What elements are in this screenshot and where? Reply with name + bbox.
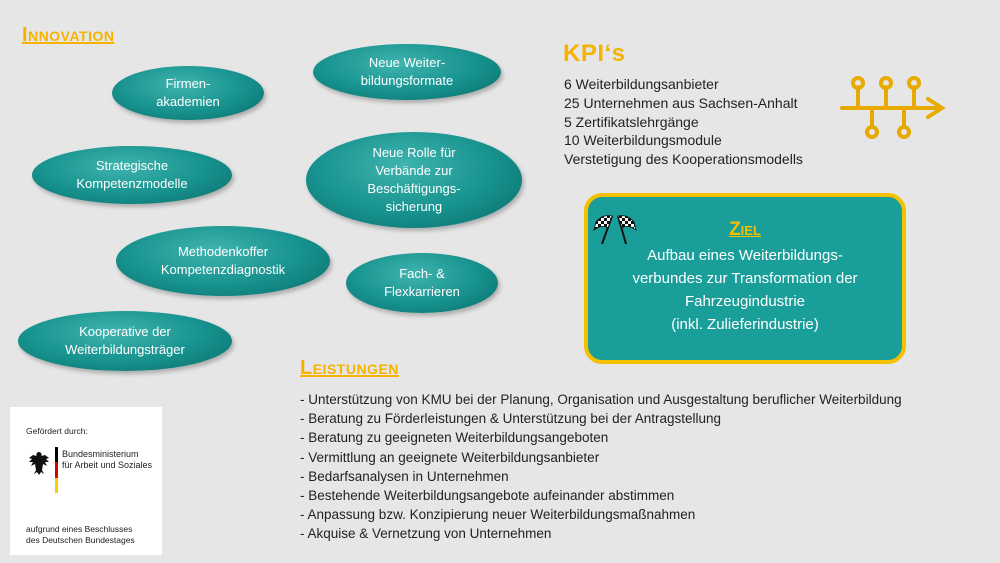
ministry-name: für Arbeit und Soziales — [62, 460, 153, 470]
innovation-item-methodenkoffer: Methodenkoffer Kompetenzdiagnostik — [116, 226, 330, 296]
leistungen-list — [300, 390, 902, 544]
ziel-heading: Ziel — [729, 219, 761, 240]
flag-bar — [55, 447, 58, 493]
checkered-flags-icon — [592, 212, 638, 246]
innovation-item-weiterbildungsformate: Neue Weiter- bildungsformate — [313, 44, 501, 100]
leistungen-item: - Bestehende Weiterbildungsangebote aufeinander abstimmen — [300, 488, 675, 504]
leistungen-item: - Anpassung bzw. Konzipierung neuer Weiterbildungsmaßnahmen — [300, 507, 696, 523]
kpi-heading: KPI‘s — [563, 40, 626, 67]
innovation-heading: Innovation — [22, 24, 115, 46]
funder-logo — [10, 407, 162, 555]
kpi-list — [564, 75, 803, 169]
leistungen-heading: Leistungen — [300, 357, 399, 379]
leistungen-item: - Vermittlung an geeignete Weiterbildungsanbieter — [300, 449, 600, 465]
kpi-item: Verstetigung des Kooperationsmodells — [564, 151, 803, 168]
ziel-line: Aufbau eines Weiterbildungs- — [647, 247, 843, 264]
ministry-name: Bundesministerium — [62, 449, 139, 459]
funding-basis: des Deutschen Bundestages — [26, 535, 135, 545]
innovation-item-firmenakademien: Firmen- akademien — [112, 66, 264, 120]
kpi-item: 10 Weiterbildungsmodule — [564, 132, 722, 149]
ziel-line: verbundes zur Transformation der — [632, 270, 858, 287]
federal-eagle-icon — [28, 450, 50, 476]
innovation-item-fachkarrieren: Fach- & Flexkarrieren — [346, 253, 498, 313]
leistungen-item: - Bedarfsanalysen in Unternehmen — [300, 468, 509, 484]
leistungen-item: - Beratung zu Förderleistungen & Unterstützung bei der Antragstellung — [300, 411, 721, 427]
innovation-item-rolle-verbaende: Neue Rolle für Verbände zur Beschäftigungs- sicherung — [306, 132, 522, 228]
timeline-arrow-icon — [838, 74, 950, 140]
leistungen-item: - Akquise & Vernetzung von Unternehmen — [300, 526, 552, 542]
leistungen-item: - Beratung zu geeigneten Weiterbildungsangeboten — [300, 430, 609, 446]
ziel-line: (inkl. Zulieferindustrie) — [671, 316, 819, 333]
innovation-item-kompetenzmodelle: Strategische Kompetenzmodelle — [32, 146, 232, 204]
ziel-line: Fahrzeugindustrie — [684, 293, 806, 310]
funder-label: Gefördert durch: — [26, 426, 88, 436]
kpi-item: 6 Weiterbildungsanbieter — [564, 76, 719, 92]
kpi-item: 25 Unternehmen aus Sachsen-Anhalt — [564, 94, 798, 111]
leistungen-item: - Unterstützung von KMU bei der Planung, Organisation und Ausgestaltung beruflicher Weiterbildung — [300, 392, 902, 407]
funding-basis: aufgrund eines Beschlusses — [26, 524, 133, 534]
kpi-item: 5 Zertifikatslehrgänge — [564, 113, 699, 130]
innovation-item-weiterbildungstraeger: Kooperative der Weiterbildungsträger — [18, 311, 232, 371]
